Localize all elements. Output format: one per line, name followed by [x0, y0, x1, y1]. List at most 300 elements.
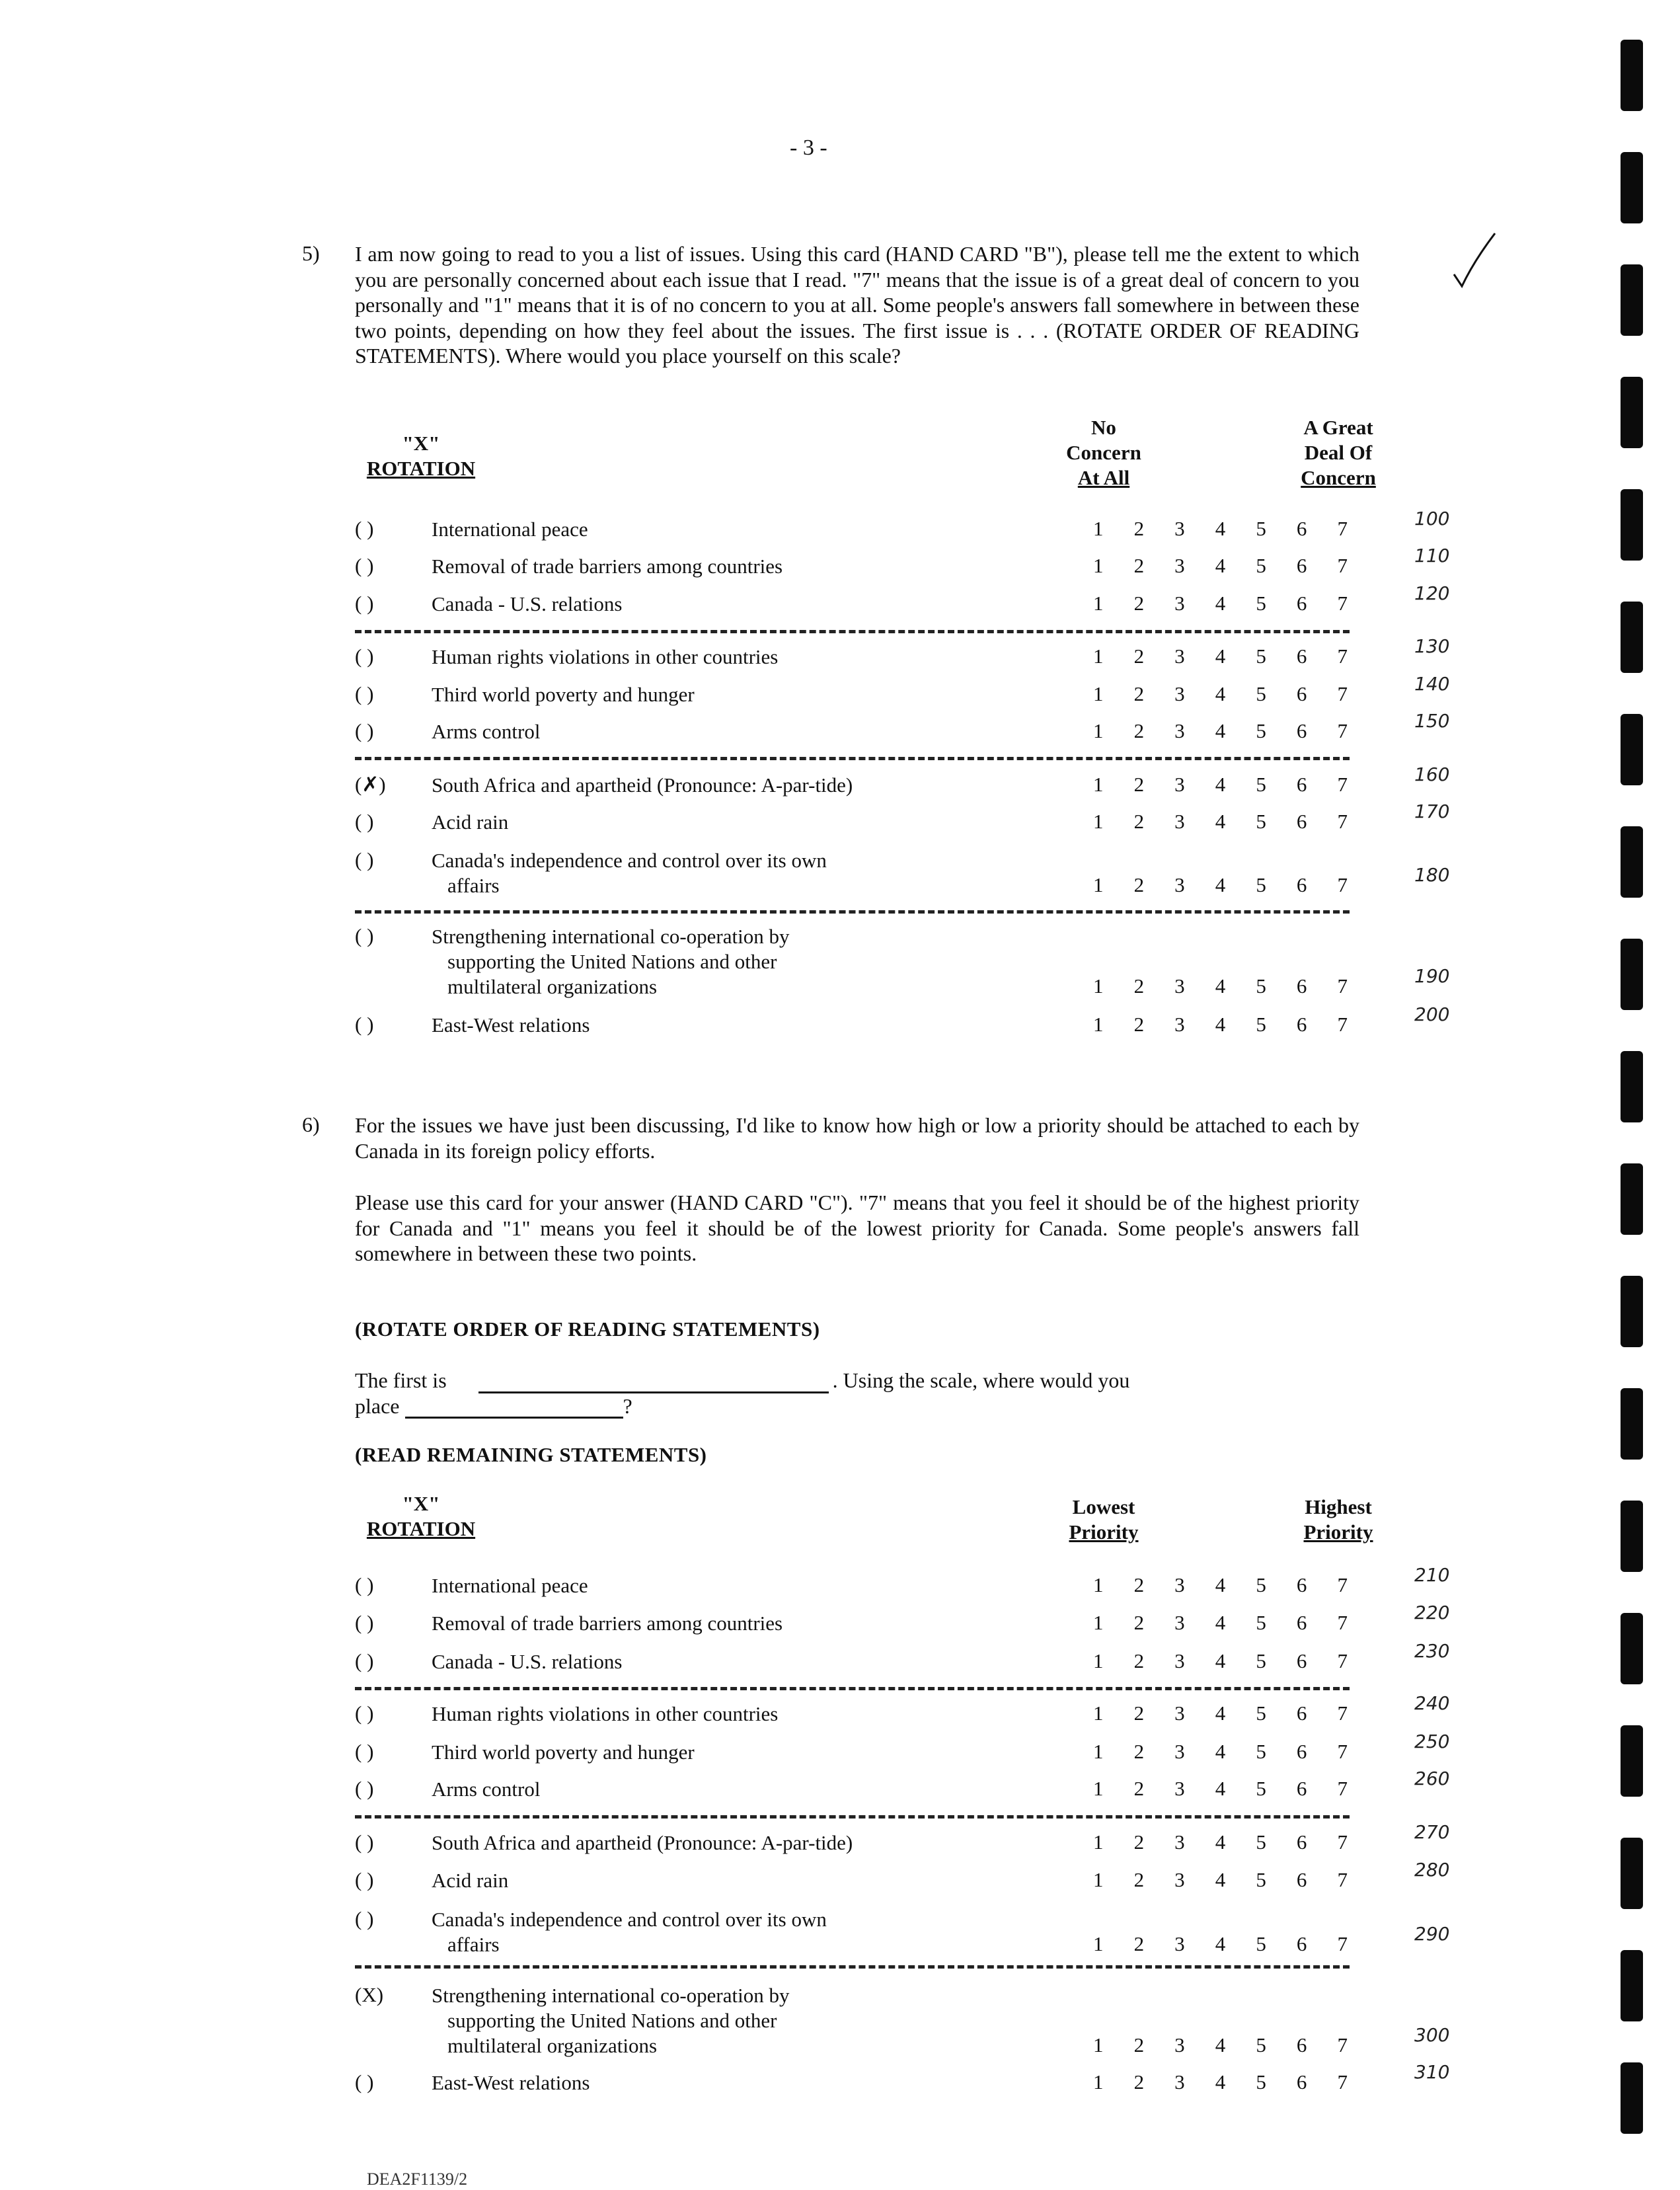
table-row — [0, 1564, 1680, 1600]
scale-option[interactable]: 2 — [1133, 1649, 1145, 1672]
scale-option[interactable]: 5 — [1256, 1868, 1266, 1891]
issue-label — [432, 1983, 1026, 2058]
rating-scale — [1093, 1777, 1348, 1801]
table-row — [0, 673, 1680, 709]
column-code: 100 — [1414, 508, 1450, 529]
issue-label-line: Removal of trade barriers among countries — [432, 1612, 783, 1635]
scale-option[interactable]: 5 — [1256, 1777, 1266, 1800]
scale-option[interactable]: 3 — [1174, 1573, 1185, 1596]
scale-option[interactable]: 2 — [1133, 1611, 1145, 1634]
scale-option[interactable]: 7 — [1337, 1740, 1348, 1763]
issue-label — [432, 1740, 1026, 1765]
scale-option[interactable]: 4 — [1215, 1777, 1226, 1800]
scale-option[interactable]: 7 — [1337, 645, 1348, 668]
scale-option[interactable]: 4 — [1215, 1868, 1226, 1891]
rotation-checkbox[interactable]: ( ) — [355, 592, 374, 615]
issue-label — [432, 682, 1026, 707]
scale-option[interactable]: 4 — [1215, 592, 1226, 615]
scale-option[interactable]: 5 — [1256, 2033, 1266, 2056]
q6-left-scale-header — [1051, 1495, 1157, 1545]
scale-option[interactable]: 4 — [1215, 873, 1226, 896]
scale-option[interactable]: 6 — [1296, 645, 1307, 668]
rating-scale — [1093, 517, 1348, 541]
table-row — [0, 710, 1680, 746]
table-row — [0, 1768, 1680, 1803]
scale-option[interactable]: 7 — [1337, 1013, 1348, 1036]
scale-option[interactable]: 1 — [1093, 1013, 1104, 1036]
scale-option[interactable]: 1 — [1093, 1573, 1104, 1596]
rotation-checkbox[interactable]: ( ) — [355, 2070, 374, 2093]
scale-option[interactable]: 7 — [1337, 773, 1348, 796]
rotation-checkbox[interactable]: ( ) — [355, 1013, 374, 1036]
issue-label-line: supporting the United Nations and other — [447, 2009, 777, 2032]
scale-option[interactable]: 3 — [1174, 1740, 1185, 1763]
table-row — [0, 1692, 1680, 1728]
scale-option[interactable]: 5 — [1256, 2070, 1266, 2093]
rotation-checkbox[interactable]: ( ) — [355, 1701, 374, 1725]
issue-label — [432, 848, 1026, 898]
binding-hole — [1621, 377, 1643, 448]
scale-option[interactable]: 3 — [1174, 2070, 1185, 2093]
scale-option[interactable]: 4 — [1215, 1740, 1226, 1763]
scale-option[interactable]: 7 — [1337, 1868, 1348, 1891]
scale-option[interactable]: 1 — [1093, 1740, 1104, 1763]
scale-option[interactable]: 2 — [1133, 1777, 1145, 1800]
issue-label-line: Canada - U.S. relations — [432, 1650, 623, 1673]
rotation-checkbox[interactable]: ( ) — [355, 719, 374, 742]
scale-option[interactable]: 1 — [1093, 719, 1104, 742]
scale-option[interactable]: 6 — [1296, 1611, 1307, 1634]
scale-option[interactable]: 5 — [1256, 554, 1266, 577]
scale-option[interactable]: 4 — [1215, 1701, 1226, 1725]
table-row — [0, 1640, 1680, 1676]
table-row — [0, 763, 1680, 799]
issue-label-line: South Africa and apartheid (Pronounce: A-par-tide) — [432, 773, 853, 797]
scale-option[interactable]: 7 — [1337, 719, 1348, 742]
rotation-checkbox[interactable]: ( ) — [355, 517, 374, 540]
scale-option[interactable]: 7 — [1337, 554, 1348, 577]
scale-option[interactable]: 6 — [1296, 1649, 1307, 1672]
table-row — [0, 848, 1680, 897]
rating-scale — [1093, 810, 1348, 834]
scale-option[interactable]: 7 — [1337, 592, 1348, 615]
issue-label — [432, 1907, 1026, 1957]
scale-option[interactable]: 6 — [1296, 592, 1307, 615]
scale-option[interactable]: 6 — [1296, 554, 1307, 577]
scale-option[interactable]: 6 — [1296, 773, 1307, 796]
rotation-checkbox[interactable]: ( ) — [355, 682, 374, 705]
scale-option[interactable]: 4 — [1215, 719, 1226, 742]
scale-option[interactable]: 6 — [1296, 517, 1307, 540]
scale-option[interactable]: 4 — [1215, 682, 1226, 705]
issue-label-line: affairs — [447, 1933, 500, 1956]
rotation-checkbox[interactable]: ( ) — [355, 1611, 374, 1634]
rating-scale — [1093, 1573, 1348, 1597]
issue-label-line: International peace — [432, 518, 588, 541]
scale-option[interactable]: 4 — [1215, 1932, 1226, 1955]
scale-option[interactable]: 3 — [1174, 592, 1185, 615]
column-code: 250 — [1414, 1731, 1450, 1752]
section-divider — [355, 630, 1350, 633]
column-code: 260 — [1414, 1768, 1450, 1789]
issue-label-line: multilateral organizations — [447, 975, 658, 998]
scale-option[interactable]: 3 — [1174, 1701, 1185, 1725]
table-row — [0, 2061, 1680, 2097]
scale-option[interactable]: 1 — [1093, 2070, 1104, 2093]
q6-right-header-line1: Highest — [1305, 1495, 1372, 1518]
issue-label-line: South Africa and apartheid (Pronounce: A-par-tide) — [432, 1831, 853, 1854]
scale-option[interactable]: 4 — [1215, 645, 1226, 668]
scale-option[interactable]: 7 — [1337, 1701, 1348, 1725]
rating-scale — [1093, 1740, 1348, 1764]
scale-option[interactable]: 7 — [1337, 1573, 1348, 1596]
scale-option[interactable]: 1 — [1093, 1649, 1104, 1672]
scale-option[interactable]: 6 — [1296, 1932, 1307, 1955]
section-divider — [355, 1815, 1350, 1818]
scale-option[interactable]: 6 — [1296, 1013, 1307, 1036]
rotation-checkbox[interactable]: ( ) — [355, 1740, 374, 1763]
issue-label — [432, 773, 1026, 798]
q6-rotate-note: (ROTATE ORDER OF READING STATEMENTS) — [355, 1317, 820, 1341]
scale-option[interactable]: 1 — [1093, 592, 1104, 615]
scale-option[interactable]: 7 — [1337, 2070, 1348, 2093]
rotation-checkbox[interactable]: ( ) — [355, 848, 374, 871]
rotation-checkbox[interactable]: ( ) — [355, 1573, 374, 1596]
binding-hole — [1621, 152, 1643, 223]
column-code: 110 — [1414, 545, 1450, 567]
q6-first-is-line — [355, 1368, 1359, 1419]
rating-scale — [1093, 1013, 1348, 1036]
question-5-text: I am now going to read to you a list of issues. Using this card (HAND CARD "B"), please tell me the extent to which you are personally concerned about each issue that I read. "7" means that the issue is of a great deal of concern to you personally and "1" means that it is of no concern to you at all. Some people's answers fall somewhere in between these two points, depending on how they feel about the issues. The first issue is . . . (ROTATE ORDER OF READING STATEMENTS). Where would you place yourself on this scale? — [355, 242, 1359, 368]
scale-option[interactable]: 3 — [1174, 645, 1185, 668]
scale-option[interactable]: 7 — [1337, 1777, 1348, 1800]
scale-option[interactable]: 3 — [1174, 1830, 1185, 1854]
issue-label-line: Human rights violations in other countries — [432, 1702, 779, 1725]
issue-label-line: Removal of trade barriers among countries — [432, 555, 783, 578]
scale-option[interactable]: 2 — [1133, 1013, 1145, 1036]
scale-option[interactable]: 3 — [1174, 1932, 1185, 1955]
rating-scale — [1093, 1868, 1348, 1892]
rotation-checkbox[interactable]: ( ) — [355, 1868, 374, 1891]
issue-label — [432, 1573, 1026, 1598]
scale-option[interactable]: 1 — [1093, 2033, 1104, 2056]
scale-option[interactable]: 5 — [1256, 1649, 1266, 1672]
table-row — [0, 1602, 1680, 1637]
scale-option[interactable]: 1 — [1093, 1777, 1104, 1800]
scale-option[interactable]: 3 — [1174, 1013, 1185, 1036]
column-code: 210 — [1414, 1564, 1450, 1586]
scale-option[interactable]: 4 — [1215, 810, 1226, 833]
scale-option[interactable]: 5 — [1256, 592, 1266, 615]
scale-option[interactable]: 1 — [1093, 974, 1104, 997]
scale-option[interactable]: 7 — [1337, 974, 1348, 997]
scale-option[interactable]: 2 — [1133, 645, 1145, 668]
scale-option[interactable]: 5 — [1256, 873, 1266, 896]
scale-option[interactable]: 7 — [1337, 1932, 1348, 1955]
scale-option[interactable]: 7 — [1337, 517, 1348, 540]
rotation-checkbox[interactable]: ( ) — [355, 924, 374, 947]
scale-option[interactable]: 4 — [1215, 1013, 1226, 1036]
binding-hole — [1621, 40, 1643, 111]
scale-option[interactable]: 4 — [1215, 1649, 1226, 1672]
scale-option[interactable]: 2 — [1133, 554, 1145, 577]
scale-option[interactable]: 2 — [1133, 1740, 1145, 1763]
scale-option[interactable]: 6 — [1296, 1740, 1307, 1763]
rating-scale — [1093, 873, 1348, 897]
scale-option[interactable]: 6 — [1296, 810, 1307, 833]
rotation-checkbox[interactable]: ( ) — [355, 810, 374, 833]
table-row — [0, 924, 1680, 998]
scale-option[interactable]: 2 — [1133, 773, 1145, 796]
rotation-checkbox[interactable]: ( ) — [355, 645, 374, 668]
q6-read-note: (READ REMAINING STATEMENTS) — [355, 1443, 707, 1466]
q5-left-header-line2: Concern — [1066, 441, 1141, 464]
question-6-text-1: For the issues we have just been discussing, I'd like to know how high or low a priority should be attached to each by Canada in its foreign policy efforts. — [355, 1113, 1359, 1163]
question-6-text-2: Please use this card for your answer (HAND CARD "C"). "7" means that you feel it should be of the highest priority for Canada and "1" means you feel it should be of the lowest priority for Canada. Some people's answers fall somewhere in between these two points. — [355, 1191, 1359, 1265]
scale-option[interactable]: 7 — [1337, 1611, 1348, 1634]
scale-option[interactable]: 4 — [1215, 1573, 1226, 1596]
q6-qmark: ? — [623, 1393, 632, 1418]
q6-place-blank[interactable] — [405, 1397, 623, 1419]
scale-option[interactable]: 2 — [1133, 2033, 1145, 2056]
scale-option[interactable]: 2 — [1133, 1573, 1145, 1596]
scale-option[interactable]: 2 — [1133, 1701, 1145, 1725]
scale-option[interactable]: 5 — [1256, 1573, 1266, 1596]
scale-option[interactable]: 3 — [1174, 810, 1185, 833]
check-mark-icon — [1447, 228, 1500, 294]
scale-option[interactable]: 7 — [1337, 873, 1348, 896]
scale-option[interactable]: 1 — [1093, 554, 1104, 577]
section-divider — [355, 1965, 1350, 1969]
q6-x-label: "X" — [402, 1492, 440, 1515]
scale-option[interactable]: 3 — [1174, 682, 1185, 705]
scale-option[interactable]: 5 — [1256, 1932, 1266, 1955]
column-code: 270 — [1414, 1821, 1450, 1843]
q6-left-header-line1: Lowest — [1072, 1495, 1135, 1518]
q5-rotation-header — [355, 431, 487, 481]
binding-hole — [1621, 1501, 1643, 1572]
scale-option[interactable]: 1 — [1093, 1830, 1104, 1854]
scale-option[interactable]: 1 — [1093, 1701, 1104, 1725]
scale-option[interactable]: 5 — [1256, 1013, 1266, 1036]
issue-label — [432, 517, 1026, 542]
rotation-checkbox[interactable]: ( ) — [355, 1649, 374, 1672]
scale-option[interactable]: 7 — [1337, 682, 1348, 705]
binding-hole — [1621, 1276, 1643, 1347]
rating-scale — [1093, 2070, 1348, 2094]
scale-option[interactable]: 7 — [1337, 810, 1348, 833]
binding-hole — [1621, 1388, 1643, 1460]
scale-option[interactable]: 5 — [1256, 682, 1266, 705]
scale-option[interactable]: 2 — [1133, 2070, 1145, 2093]
q6-rotation-label: ROTATION — [366, 1517, 476, 1540]
scale-option[interactable]: 2 — [1133, 719, 1145, 742]
scale-option[interactable]: 6 — [1296, 1777, 1307, 1800]
scale-option[interactable]: 6 — [1296, 873, 1307, 896]
issue-label — [432, 924, 1026, 999]
scale-option[interactable]: 3 — [1174, 719, 1185, 742]
scale-option[interactable]: 4 — [1215, 974, 1226, 997]
scale-option[interactable]: 4 — [1215, 773, 1226, 796]
scale-option[interactable]: 4 — [1215, 2033, 1226, 2056]
rotation-checkbox[interactable]: ( ) — [355, 1777, 374, 1800]
scale-option[interactable]: 5 — [1256, 773, 1266, 796]
table-row — [0, 545, 1680, 580]
column-code: 310 — [1414, 2061, 1450, 2083]
issue-label — [432, 1649, 1026, 1674]
rotation-checkbox[interactable]: (X) — [355, 1983, 384, 2006]
q6-right-header-line2: Priority — [1303, 1520, 1373, 1544]
issue-label — [432, 2070, 1026, 2095]
scale-option[interactable]: 3 — [1174, 2033, 1185, 2056]
scale-option[interactable]: 2 — [1133, 1932, 1145, 1955]
scale-option[interactable]: 3 — [1174, 1649, 1185, 1672]
form-code-footer: DEA2F1139/2 — [367, 2170, 468, 2189]
binding-hole — [1621, 264, 1643, 336]
table-row — [0, 508, 1680, 543]
rating-scale — [1093, 2033, 1348, 2057]
scale-option[interactable]: 5 — [1256, 1701, 1266, 1725]
scale-option[interactable]: 6 — [1296, 719, 1307, 742]
scale-option[interactable]: 1 — [1093, 873, 1104, 896]
column-code: 150 — [1414, 710, 1450, 732]
scale-option[interactable]: 1 — [1093, 1868, 1104, 1891]
binding-strip — [1621, 40, 1654, 2181]
issue-label — [432, 719, 1026, 744]
scale-option[interactable]: 4 — [1215, 554, 1226, 577]
scale-option[interactable]: 1 — [1093, 773, 1104, 796]
scale-option[interactable]: 3 — [1174, 974, 1185, 997]
scale-option[interactable]: 1 — [1093, 682, 1104, 705]
scale-option[interactable]: 2 — [1133, 682, 1145, 705]
rotation-checkbox[interactable]: (✗) — [355, 773, 386, 796]
issue-label-line: Third world poverty and hunger — [432, 683, 695, 706]
scale-option[interactable]: 6 — [1296, 1830, 1307, 1854]
scale-option[interactable]: 2 — [1133, 974, 1145, 997]
scale-option[interactable]: 3 — [1174, 554, 1185, 577]
issue-label — [432, 1868, 1026, 1893]
question-5-number: 5) — [302, 241, 320, 265]
scale-option[interactable]: 5 — [1256, 974, 1266, 997]
column-code: 160 — [1414, 763, 1450, 785]
table-row — [0, 582, 1680, 618]
rotation-checkbox[interactable]: ( ) — [355, 1830, 374, 1854]
scale-option[interactable]: 2 — [1133, 810, 1145, 833]
issue-label-line: Canada - U.S. relations — [432, 592, 623, 615]
scale-option[interactable]: 5 — [1256, 1740, 1266, 1763]
rating-scale — [1093, 1611, 1348, 1635]
q6-first-statement-blank[interactable] — [478, 1372, 829, 1393]
scale-option[interactable]: 5 — [1256, 645, 1266, 668]
column-code: 120 — [1414, 582, 1450, 604]
scale-option[interactable]: 1 — [1093, 810, 1104, 833]
q5-x-label: "X" — [402, 432, 440, 455]
table-row — [0, 1003, 1680, 1039]
table-row — [0, 1821, 1680, 1857]
scale-option[interactable]: 3 — [1174, 1611, 1185, 1634]
issue-label-line: East-West relations — [432, 1013, 590, 1036]
rating-scale — [1093, 1932, 1348, 1956]
column-code: 240 — [1414, 1692, 1450, 1714]
scale-option[interactable]: 1 — [1093, 645, 1104, 668]
scale-option[interactable]: 7 — [1337, 1649, 1348, 1672]
scale-option[interactable]: 6 — [1296, 2033, 1307, 2056]
scale-option[interactable]: 5 — [1256, 1830, 1266, 1854]
scale-option[interactable]: 4 — [1215, 2070, 1226, 2093]
issue-label-line: Strengthening international co-operation by — [432, 925, 790, 948]
scale-option[interactable]: 7 — [1337, 2033, 1348, 2056]
scale-option[interactable]: 2 — [1133, 1868, 1145, 1891]
q5-right-header-line1: A Great — [1303, 416, 1373, 439]
scale-option[interactable]: 3 — [1174, 773, 1185, 796]
issue-label-line: Human rights violations in other countries — [432, 645, 779, 668]
scale-option[interactable]: 3 — [1174, 1777, 1185, 1800]
q5-rotation-label: ROTATION — [366, 457, 476, 480]
scale-option[interactable]: 4 — [1215, 1830, 1226, 1854]
binding-hole — [1621, 1051, 1643, 1122]
q5-right-header-line2: Deal Of — [1304, 441, 1373, 464]
table-row — [0, 1907, 1680, 1956]
scale-option[interactable]: 6 — [1296, 1868, 1307, 1891]
rotation-checkbox[interactable]: ( ) — [355, 554, 374, 577]
column-code: 290 — [1414, 1923, 1450, 1945]
issue-label-line: Third world poverty and hunger — [432, 1740, 695, 1764]
scale-option[interactable]: 4 — [1215, 517, 1226, 540]
scale-option[interactable]: 3 — [1174, 873, 1185, 896]
rating-scale — [1093, 682, 1348, 706]
scale-option[interactable]: 6 — [1296, 2070, 1307, 2093]
issue-label-line: Acid rain — [432, 810, 509, 834]
column-code: 140 — [1414, 673, 1450, 695]
scale-option[interactable]: 1 — [1093, 1611, 1104, 1634]
scale-option[interactable]: 6 — [1296, 682, 1307, 705]
table-row — [0, 635, 1680, 671]
scale-option[interactable]: 5 — [1256, 1611, 1266, 1634]
issue-label-line: East-West relations — [432, 2071, 590, 2094]
scale-option[interactable]: 7 — [1337, 1830, 1348, 1854]
rating-scale — [1093, 645, 1348, 668]
column-code: 170 — [1414, 801, 1450, 822]
section-divider — [355, 757, 1350, 760]
scale-option[interactable]: 1 — [1093, 1932, 1104, 1955]
scale-option[interactable]: 2 — [1133, 873, 1145, 896]
issue-label — [432, 554, 1026, 579]
scale-option[interactable]: 6 — [1296, 974, 1307, 997]
scale-option[interactable]: 4 — [1215, 1611, 1226, 1634]
scale-option[interactable]: 2 — [1133, 592, 1145, 615]
scale-option[interactable]: 2 — [1133, 1830, 1145, 1854]
scale-option[interactable]: 5 — [1256, 517, 1266, 540]
rotation-checkbox[interactable]: ( ) — [355, 1907, 374, 1930]
scale-option[interactable]: 5 — [1256, 719, 1266, 742]
q5-left-header-line3: At All — [1077, 466, 1130, 489]
table-row — [0, 1731, 1680, 1766]
scale-option[interactable]: 5 — [1256, 810, 1266, 833]
scale-option[interactable]: 3 — [1174, 1868, 1185, 1891]
scale-option[interactable]: 1 — [1093, 517, 1104, 540]
scale-option[interactable]: 3 — [1174, 517, 1185, 540]
issue-label — [432, 1013, 1026, 1038]
column-code: 280 — [1414, 1859, 1450, 1881]
scale-option[interactable]: 6 — [1296, 1701, 1307, 1725]
issue-label — [432, 1777, 1026, 1802]
scale-option[interactable]: 2 — [1133, 517, 1145, 540]
q6-place-text: place — [355, 1393, 400, 1418]
scale-option[interactable]: 6 — [1296, 1573, 1307, 1596]
issue-label-line: Arms control — [432, 1778, 541, 1801]
table-row — [0, 1859, 1680, 1895]
q5-left-scale-header — [1044, 415, 1163, 490]
